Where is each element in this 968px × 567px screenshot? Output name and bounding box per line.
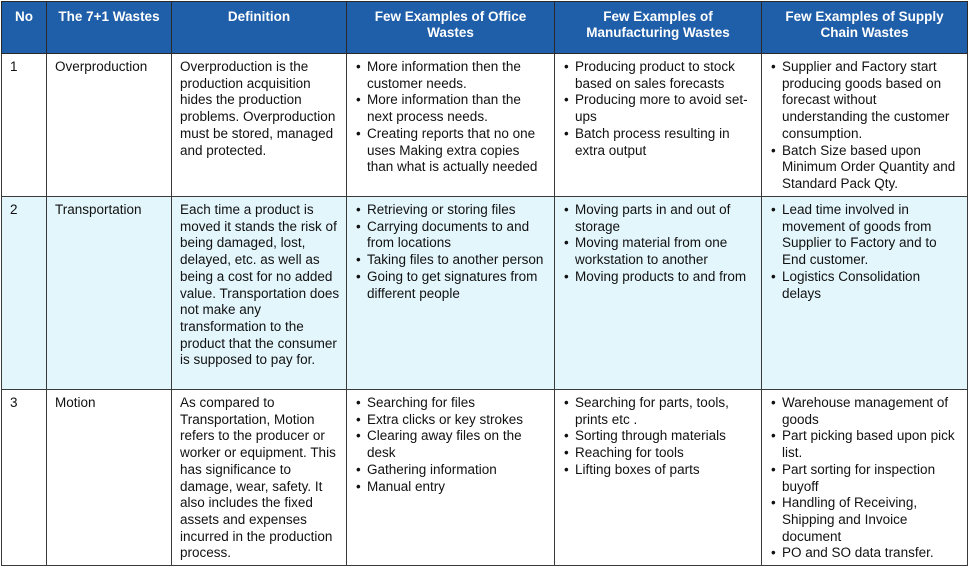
row-number: 1 bbox=[2, 54, 47, 197]
list-item: • Searching for parts, tools, prints etc . bbox=[563, 395, 755, 428]
wastes-table bbox=[1, 1, 968, 566]
list-item: • Reaching for tools bbox=[563, 445, 755, 462]
supply-chain-examples bbox=[762, 197, 968, 390]
waste-name: Transportation bbox=[47, 197, 172, 390]
list-item: • Producing product to stock based on sales forecasts bbox=[563, 59, 755, 92]
list-item: • Part sorting for inspection buyoff bbox=[770, 462, 961, 495]
table-row bbox=[2, 197, 968, 390]
waste-definition: Each time a product is moved it stands the risk of being damaged, lost, delayed, etc. as well as being a cost for no added value. Transportation does not make any transformation to the product that the consumer is supposed to pay for. bbox=[172, 197, 347, 390]
header-definition: Definition bbox=[172, 2, 347, 54]
list-item: • Lifting boxes of parts bbox=[563, 462, 755, 479]
list-item: • More information then the customer needs. bbox=[355, 59, 548, 92]
waste-definition: Overproduction is the production acquisition hides the production problems. Overproduction must be stored, managed and protected. bbox=[172, 54, 347, 197]
table-row bbox=[2, 390, 968, 566]
list-item: • Going to get signatures from different people bbox=[355, 269, 548, 302]
list-item: • Taking files to another person bbox=[355, 252, 548, 269]
list-item: • Warehouse management of goods bbox=[770, 395, 961, 428]
list-item: • Gathering information bbox=[355, 462, 548, 479]
waste-name: Overproduction bbox=[47, 54, 172, 197]
header-manufacturing: Few Examples of Manufacturing Wastes bbox=[555, 2, 762, 54]
supply-chain-examples bbox=[762, 54, 968, 197]
list-item: • Moving products to and from bbox=[563, 269, 755, 286]
manufacturing-examples bbox=[555, 54, 762, 197]
list-item: • Logistics Consolidation delays bbox=[770, 269, 961, 302]
list-item: • Part picking based upon pick list. bbox=[770, 428, 961, 461]
list-item: • Retrieving or storing files bbox=[355, 202, 548, 219]
list-item: • Carrying documents to and from locations bbox=[355, 219, 548, 252]
header-waste: The 7+1 Wastes bbox=[47, 2, 172, 54]
office-examples bbox=[347, 54, 555, 197]
list-item: • Batch Size based upon Minimum Order Quantity and Standard Pack Qty. bbox=[770, 143, 961, 193]
list-item: • Clearing away files on the desk bbox=[355, 428, 548, 461]
list-item: • Manual entry bbox=[355, 479, 548, 496]
list-item: • PO and SO data transfer. bbox=[770, 545, 961, 562]
header-row bbox=[2, 2, 968, 54]
list-item: • Handling of Receiving, Shipping and Invoice document bbox=[770, 495, 961, 545]
list-item: • Lead time involved in movement of goods from Supplier to Factory and to End customer. bbox=[770, 202, 961, 269]
header-no: No bbox=[2, 2, 47, 54]
header-supply-chain: Few Examples of Supply Chain Wastes bbox=[762, 2, 968, 54]
list-item: • Supplier and Factory start producing goods based on forecast without understanding the customer consumption. bbox=[770, 59, 961, 143]
list-item: • Sorting through materials bbox=[563, 428, 755, 445]
list-item: • Producing more to avoid set-ups bbox=[563, 92, 755, 125]
list-item: • Moving parts in and out of storage bbox=[563, 202, 755, 235]
waste-name: Motion bbox=[47, 390, 172, 566]
office-examples bbox=[347, 197, 555, 390]
waste-definition: As compared to Transportation, Motion refers to the producer or worker or equipment. This has significance to damage, wear, safety. It also includes the fixed assets and expenses incurred in the production process. bbox=[172, 390, 347, 566]
list-item: • Batch process resulting in extra output bbox=[563, 126, 755, 159]
row-number: 3 bbox=[2, 390, 47, 566]
list-item: • Creating reports that no one uses Making extra copies than what is actually needed bbox=[355, 126, 548, 176]
row-number: 2 bbox=[2, 197, 47, 390]
header-office: Few Examples of Office Wastes bbox=[347, 2, 555, 54]
table-row bbox=[2, 54, 968, 197]
list-item: • Extra clicks or key strokes bbox=[355, 412, 548, 429]
supply-chain-examples bbox=[762, 390, 968, 566]
manufacturing-examples bbox=[555, 390, 762, 566]
manufacturing-examples bbox=[555, 197, 762, 390]
list-item: • Searching for files bbox=[355, 395, 548, 412]
list-item: • More information than the next process needs. bbox=[355, 92, 548, 125]
list-item: • Moving material from one workstation to another bbox=[563, 235, 755, 268]
office-examples bbox=[347, 390, 555, 566]
